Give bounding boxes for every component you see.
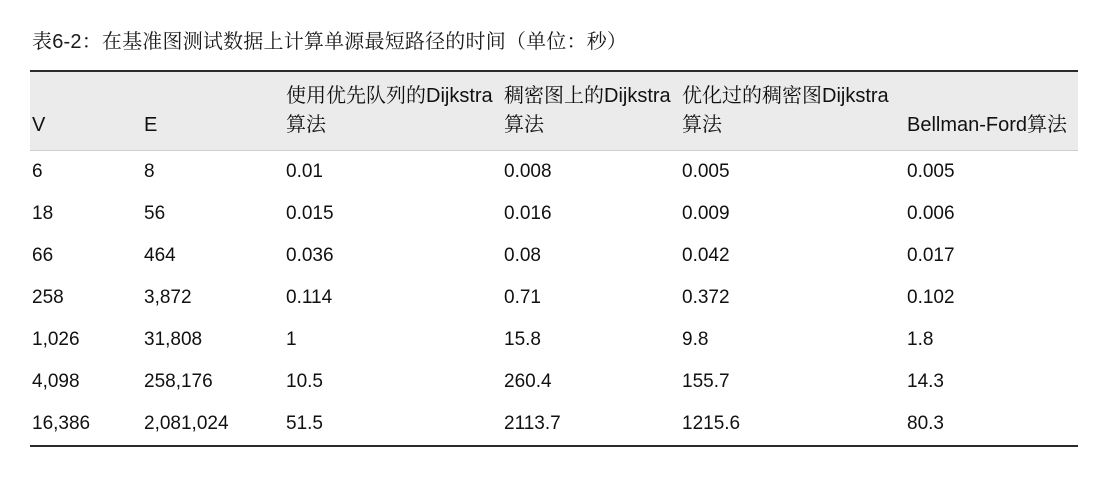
cell-dijkstra-priority-queue: 0.114 <box>284 277 502 319</box>
table-row <box>30 277 1078 319</box>
cell-dijkstra-dense-graph: 0.016 <box>502 193 680 235</box>
cell-e: 2,081,024 <box>142 403 284 446</box>
cell-v: 16,386 <box>30 403 142 446</box>
cell-v: 66 <box>30 235 142 277</box>
cell-bellman-ford: 0.006 <box>905 193 1078 235</box>
cell-dijkstra-priority-queue: 0.01 <box>284 151 502 194</box>
cell-dijkstra-dense-optimized: 0.005 <box>680 151 905 194</box>
cell-dijkstra-priority-queue: 0.015 <box>284 193 502 235</box>
cell-e: 258,176 <box>142 361 284 403</box>
cell-bellman-ford: 0.005 <box>905 151 1078 194</box>
cell-dijkstra-priority-queue: 51.5 <box>284 403 502 446</box>
cell-bellman-ford: 1.8 <box>905 319 1078 361</box>
cell-bellman-ford: 0.017 <box>905 235 1078 277</box>
cell-dijkstra-dense-optimized: 0.009 <box>680 193 905 235</box>
cell-dijkstra-dense-graph: 2113.7 <box>502 403 680 446</box>
table-row <box>30 193 1078 235</box>
column-header-v: V <box>30 71 142 151</box>
cell-dijkstra-dense-optimized: 1215.6 <box>680 403 905 446</box>
cell-dijkstra-dense-graph: 15.8 <box>502 319 680 361</box>
column-header-dijkstra-dense-optimized: 优化过的稠密图Dijkstra算法 <box>680 71 905 151</box>
cell-dijkstra-dense-graph: 0.008 <box>502 151 680 194</box>
column-header-dijkstra-dense-graph: 稠密图上的Dijkstra算法 <box>502 71 680 151</box>
table-header <box>30 71 1078 151</box>
cell-dijkstra-dense-graph: 260.4 <box>502 361 680 403</box>
cell-bellman-ford: 14.3 <box>905 361 1078 403</box>
table-header-row <box>30 71 1078 151</box>
table-row <box>30 151 1078 194</box>
cell-v: 258 <box>30 277 142 319</box>
cell-e: 31,808 <box>142 319 284 361</box>
shortest-path-timing-table <box>30 70 1078 447</box>
table-row <box>30 403 1078 446</box>
table-row <box>30 361 1078 403</box>
cell-e: 464 <box>142 235 284 277</box>
cell-bellman-ford: 80.3 <box>905 403 1078 446</box>
cell-dijkstra-dense-optimized: 9.8 <box>680 319 905 361</box>
cell-v: 18 <box>30 193 142 235</box>
cell-v: 6 <box>30 151 142 194</box>
cell-v: 1,026 <box>30 319 142 361</box>
cell-dijkstra-dense-optimized: 0.042 <box>680 235 905 277</box>
column-header-bellman-ford: Bellman-Ford算法 <box>905 71 1078 151</box>
table-caption: 表6-2：在基准图测试数据上计算单源最短路径的时间（单位：秒） <box>32 31 628 53</box>
cell-bellman-ford: 0.102 <box>905 277 1078 319</box>
table-row <box>30 319 1078 361</box>
cell-e: 56 <box>142 193 284 235</box>
cell-v: 4,098 <box>30 361 142 403</box>
cell-dijkstra-dense-optimized: 155.7 <box>680 361 905 403</box>
column-header-dijkstra-priority-queue: 使用优先队列的Dijkstra算法 <box>284 71 502 151</box>
cell-dijkstra-dense-graph: 0.71 <box>502 277 680 319</box>
cell-e: 3,872 <box>142 277 284 319</box>
cell-dijkstra-dense-graph: 0.08 <box>502 235 680 277</box>
column-header-e: E <box>142 71 284 151</box>
cell-dijkstra-dense-optimized: 0.372 <box>680 277 905 319</box>
table-body <box>30 151 1078 447</box>
cell-e: 8 <box>142 151 284 194</box>
table-row <box>30 235 1078 277</box>
cell-dijkstra-priority-queue: 0.036 <box>284 235 502 277</box>
cell-dijkstra-priority-queue: 1 <box>284 319 502 361</box>
cell-dijkstra-priority-queue: 10.5 <box>284 361 502 403</box>
